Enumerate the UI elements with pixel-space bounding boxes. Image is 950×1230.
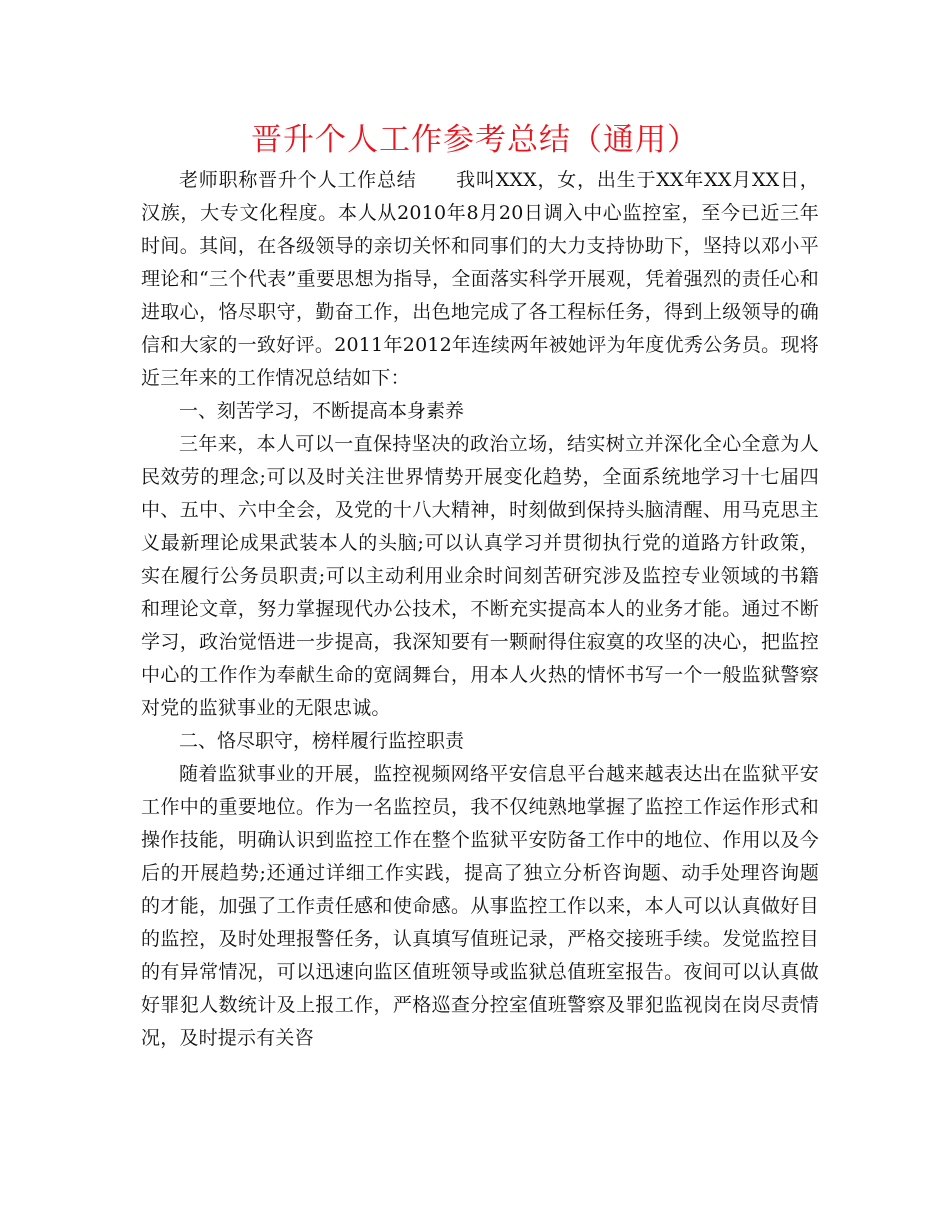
section-heading-1: 一、刻苦学习，不断提高本身素养: [179, 400, 465, 422]
document-body: [141, 164, 819, 1055]
section-2-paragraph: 随着监狱事业的开展，监控视频网络平安信息平台越来越表达出在监狱平安工作中的重要地位。作为一名监控员，我不仅纯熟地掌握了监控工作运作形式和操作技能，明确认识到监控工作在整个监狱平安防备工作中的地位、作用以及今后的开展趋势;还通过详细工作实践，提高了独立分析咨询题、动手处理咨询题的才能，加强了工作责任感和使命感。从事监控工作以来，本人可以认真做好目的监控，及时处理报警任务，认真填写值班记录，严格交接班手续。发觉监控目的有异常情况，可以迅速向监区值班领导或监狱总值班室报告。夜间可以认真做好罪犯人数统计及上报工作，严格巡查分控室值班警察及罪犯监视岗在岗尽责情况，及时提示有关咨: [141, 763, 819, 1049]
document-title: 晋升个人工作参考总结（通用）: [251, 122, 699, 158]
section-1-paragraph: 三年来，本人可以一直保持坚决的政治立场，结实树立并深化全心全意为人民效劳的理念;可以及时关注世界情势开展变化趋势，全面系统地学习十七届四中、五中、六中全会，及党的十八大精神，时刻做到保持头脑清醒、用马克思主义最新理论成果武装本人的头脑;可以认真学习并贯彻执行党的道路方针政策，实在履行公务员职责;可以主动利用业余时间刻苦研究涉及监控专业领域的书籍和理论文章，努力掌握现代办公技术，不断充实提高本人的业务才能。通过不断学习，政治觉悟进一步提高，我深知要有一颗耐得住寂寞的攻坚的决心，把监控中心的工作作为奉献生命的宽阔舞台，用本人火热的情怀书写一个一般监狱警察对党的监狱事业的无限忠诚。: [141, 433, 819, 719]
section-heading-2: 二、恪尽职守，榜样履行监控职责: [179, 730, 465, 752]
intro-paragraph: 老师职称晋升个人工作总结 我叫XXX，女，出生于XX年XX月XX日，汉族，大专文化程度。本人从2010年8月20日调入中心监控室，至今已近三年时间。其间，在各级领导的亲切关怀和同事们的大力支持协助下，坚持以邓小平理论和“三个代表”重要思想为指导，全面落实科学开展观，凭着强烈的责任心和进取心，恪尽职守，勤奋工作，出色地完成了各工程标任务，得到上级领导的确信和大家的一致好评。2011年2012年连续两年被她评为年度优秀公务员。现将近三年来的工作情况总结如下：: [141, 169, 819, 389]
